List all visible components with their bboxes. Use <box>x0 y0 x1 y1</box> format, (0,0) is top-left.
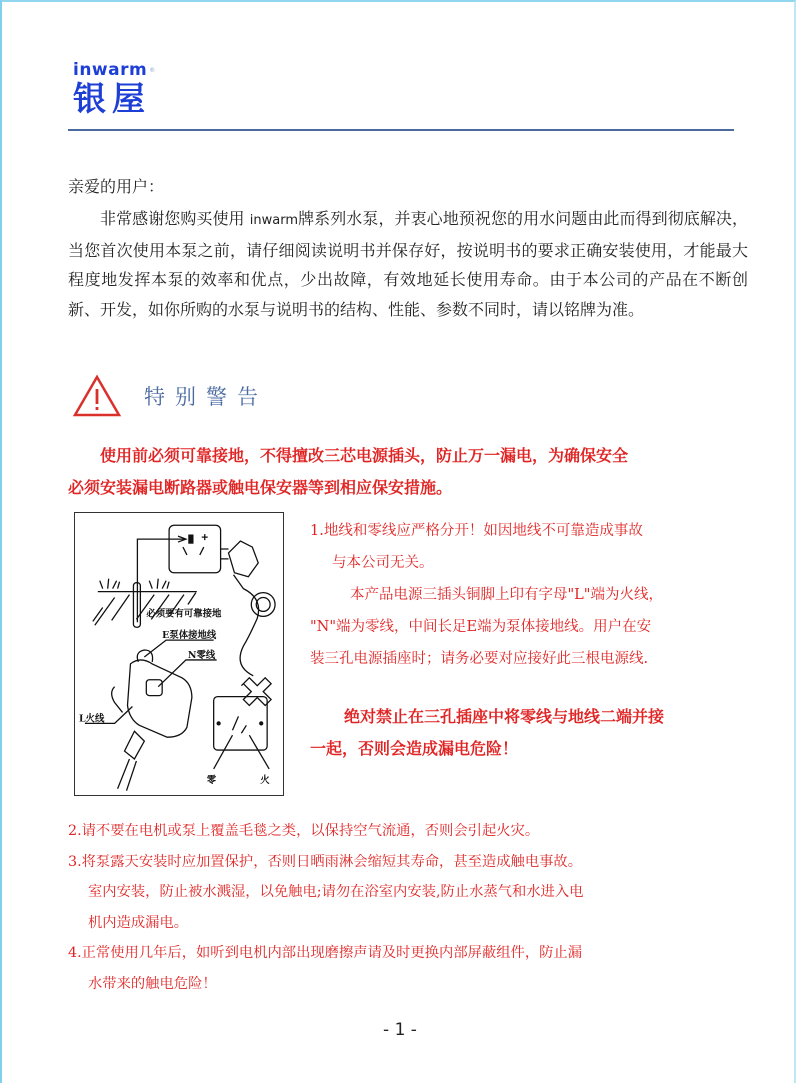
prohibition-line-2: 一起，否则会造成漏电危险！ <box>310 739 519 758</box>
header-divider <box>68 129 734 131</box>
special-warning-title: 特别警告 <box>144 385 268 409</box>
note-4-line-1: 4.正常使用几年后，如听到电机内部出现磨擦声请及时更换内部屏蔽组件，防止漏 <box>68 945 583 962</box>
label-fire: 火 <box>260 774 270 786</box>
wiring-diagram <box>74 512 284 796</box>
note-2: 2.请不要在电机或泵上覆盖毛毯之类，以保持空气流通，否则会引起火灾。 <box>68 823 540 839</box>
note-1-line-3: 本产品电源三插头铜脚上印有字母"L"端为火线， <box>350 587 663 603</box>
safety-notes <box>68 816 758 1000</box>
intro-text-a: 非常感谢您购买使用 <box>100 209 250 228</box>
special-warning-header <box>72 374 268 418</box>
warning-triangle-icon <box>72 374 122 418</box>
brand-name-en <box>73 62 156 79</box>
brand-name-cn: 银屋 <box>73 79 151 118</box>
note-1-line-4: "N"端为零线，中间长足E端为泵体接地线。用户在安 <box>310 619 652 635</box>
page-number: - 1 - <box>383 1020 417 1040</box>
note-4-line-2: 水带来的触电危险！ <box>88 975 217 992</box>
brand-name-en-text: inwarm <box>73 60 148 80</box>
wiring-illustration <box>75 513 283 795</box>
registered-mark: ® <box>149 67 156 74</box>
greeting: 亲爱的用户： <box>68 177 165 196</box>
note-3-line-3: 机内造成漏电。 <box>88 914 189 931</box>
label-earth: E泵体接地线 <box>162 630 217 642</box>
label-zero: 零 <box>206 774 217 786</box>
intro-paragraph <box>68 204 748 324</box>
grounding-warning <box>68 440 748 504</box>
intro-text-b: 牌系列水泵，并衷心地预祝您的用水问题由此而得到彻底解决，当您首次使用本泵之前，请仔细阅读说明书并保存好，按说明书的要求正确安装使用，才能最大程度地发挥本泵的效率和优点，少出故障，有效地延长使用寿命。由于本公司的产品在不断创新、开发，如你所购的水泵与说明书的结构、性能、参数不同时，请以铭牌为准。 <box>68 209 748 319</box>
grounding-warning-line-1: 使用前必须可靠接地，不得擅改三芯电源插头，防止万一漏电，为确保安全 <box>100 446 629 465</box>
label-live: L火线 <box>78 713 105 725</box>
note-1-line-5: 装三孔电源插座时；请务必要对应接好此三根电源线. <box>310 651 649 667</box>
note-1-line-2: 与本公司无关。 <box>332 555 434 571</box>
spacer <box>310 675 750 701</box>
prohibition-line-1: 绝对禁止在三孔插座中将零线与地线二端并接 <box>344 707 665 726</box>
label-ground: 必须要有可靠接地 <box>146 608 222 620</box>
note-3-line-1: 3.将泵露天安装时应加置保护，否则日晒雨淋会缩短其寿命，甚至造成触电事故。 <box>68 853 583 870</box>
intro-section <box>68 172 748 324</box>
intro-brand: inwarm <box>249 213 299 228</box>
note-1-line-1: 1.地线和零线应严格分开！如因地线不可靠造成事故 <box>310 523 643 539</box>
brand-logo <box>73 62 156 117</box>
wiring-notes <box>310 515 750 765</box>
label-neutral: N零线 <box>187 649 216 661</box>
note-3-line-2: 室内安装，防止被水溅湿，以免触电;请勿在浴室内安装,防止水蒸气和水进入电 <box>88 884 584 901</box>
grounding-warning-line-2: 必须安装漏电断路器或触电保安器等到相应保安措施。 <box>68 478 453 497</box>
